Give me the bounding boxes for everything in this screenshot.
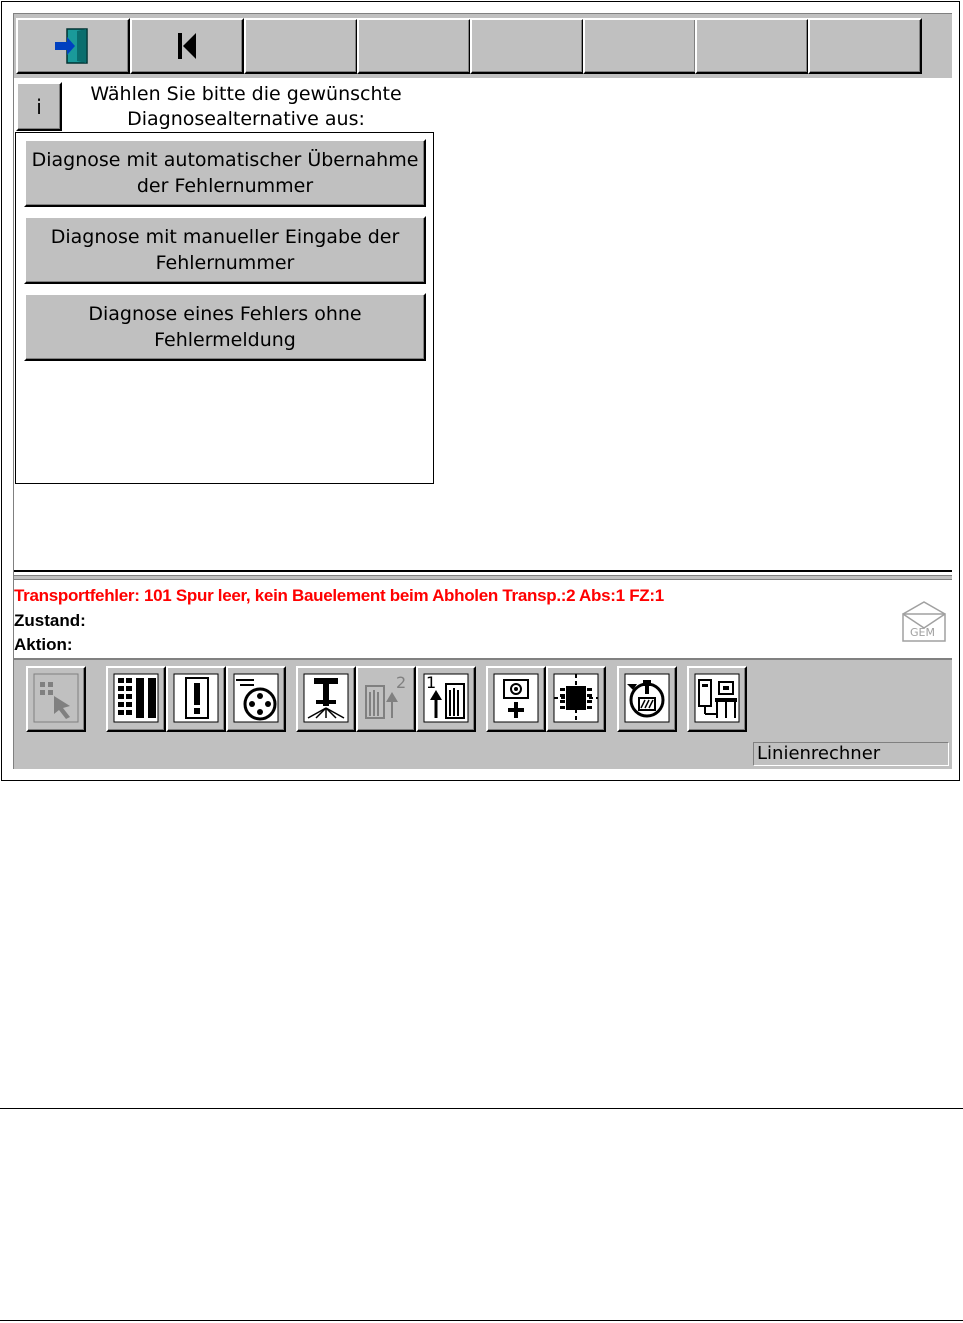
feeder-2-label: 2 — [396, 673, 407, 692]
feeder-1-label: 1 — [426, 673, 437, 692]
option-manual-line-2: Fehlernummer — [155, 252, 295, 274]
page-divider-bottom — [0, 1320, 963, 1321]
toolbar-button-4[interactable] — [357, 18, 471, 74]
grid-list-icon — [112, 672, 160, 724]
info-button-label: i — [36, 94, 42, 119]
prompt-line-2: Diagnosealternative aus: — [127, 108, 365, 130]
option-manual-line-1: Diagnose mit manueller Eingabe der — [50, 226, 400, 248]
prompt-line-1: Wählen Sie bitte die gewünschte — [90, 83, 402, 105]
mail-icon-label: GEM — [910, 626, 935, 639]
option-no-message-line-2: Fehlermeldung — [154, 329, 296, 351]
toolbar-button-5[interactable] — [470, 18, 584, 74]
component-button[interactable] — [546, 666, 606, 732]
exclamation-icon — [172, 672, 220, 724]
toolbar-button-6[interactable] — [583, 18, 697, 74]
placement-head-button[interactable] — [296, 666, 356, 732]
application-window — [13, 13, 952, 769]
toolbar-button-3[interactable] — [244, 18, 358, 74]
option-no-message-button[interactable] — [24, 293, 426, 361]
grid-list-button[interactable] — [106, 666, 166, 732]
prompt-text — [66, 82, 426, 132]
feeder-1-button[interactable] — [416, 666, 476, 732]
toolbar-button-7[interactable] — [695, 18, 809, 74]
host-field: Linienrechner — [753, 742, 949, 766]
feeder-reel-button[interactable] — [226, 666, 286, 732]
feeder-reel-icon — [232, 672, 280, 724]
option-automatic-line-2: der Fehlernummer — [136, 175, 314, 197]
error-message: Transportfehler: 101 Spur leer, kein Bauelement beim Abholen Transp.:2 Abs:1 FZ:1 — [14, 586, 664, 605]
toolbar-button-8[interactable] — [808, 18, 922, 74]
component-icon — [552, 672, 600, 724]
placement-head-icon — [302, 672, 350, 724]
camera-add-icon — [492, 672, 540, 724]
screenshot-frame — [1, 1, 960, 781]
diagnosis-options-panel — [15, 132, 434, 484]
line-computer-icon — [693, 672, 741, 724]
top-toolbar — [14, 14, 952, 78]
select-tool-button[interactable] — [26, 666, 86, 732]
zustand-label: Zustand: — [14, 611, 86, 630]
status-bar — [14, 738, 952, 769]
info-button[interactable] — [16, 82, 62, 131]
line-computer-button[interactable] — [687, 666, 747, 732]
option-automatic-line-1: Diagnose mit automatischer Übernahme — [31, 149, 419, 171]
message-separator — [14, 568, 952, 582]
first-page-icon — [174, 31, 200, 61]
nozzle-button[interactable] — [617, 666, 677, 732]
nozzle-icon — [623, 672, 671, 724]
camera-add-button[interactable] — [486, 666, 546, 732]
page-divider-top — [0, 1108, 963, 1109]
feeder-1-icon — [422, 672, 470, 724]
warning-button[interactable] — [166, 666, 226, 732]
feeder-2-icon — [362, 672, 410, 724]
first-page-button[interactable] — [130, 18, 244, 74]
mail-button[interactable] — [900, 600, 948, 644]
option-no-message-line-1: Diagnose eines Fehlers ohne — [88, 303, 362, 325]
exit-button[interactable] — [16, 18, 130, 74]
aktion-label: Aktion: — [14, 635, 73, 654]
tool-icon-bar — [14, 658, 952, 740]
exit-door-icon — [53, 26, 93, 66]
feeder-2-button[interactable] — [356, 666, 416, 732]
option-automatic-button[interactable] — [24, 139, 426, 207]
option-manual-button[interactable] — [24, 216, 426, 284]
select-cursor-icon — [32, 672, 80, 724]
